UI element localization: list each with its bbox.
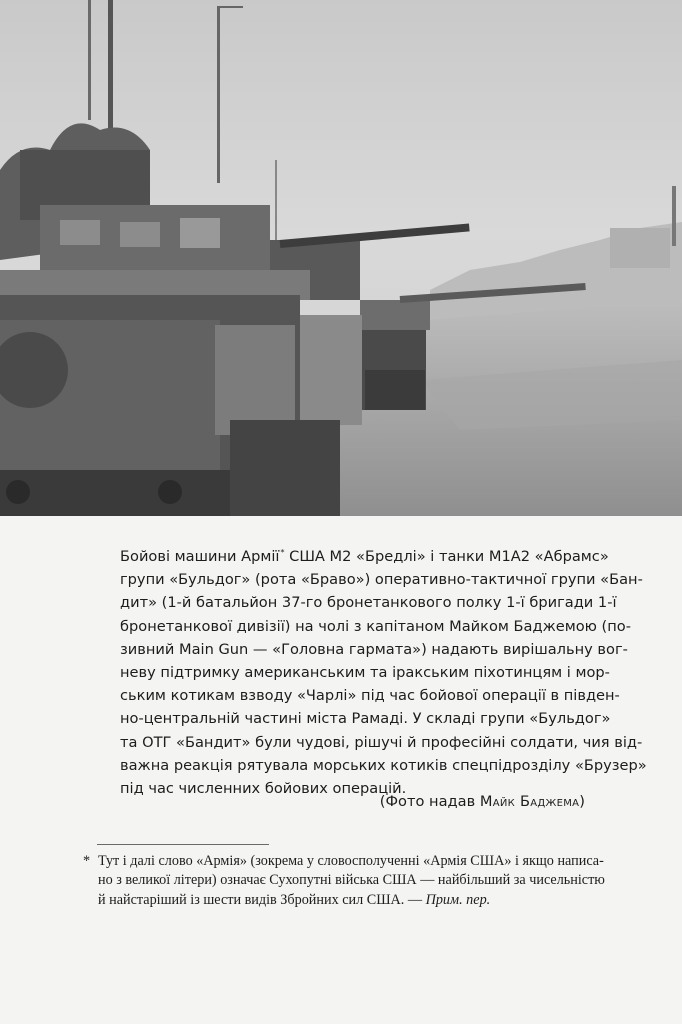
footnote [83,852,605,910]
photo-credit: (Фото надав Майк Баджема) [379,793,585,810]
footnote-divider [97,844,269,845]
caption-line: неву підтримку американським та іракським піхотинцям і мор- [120,664,610,682]
caption-line: важна реакція рятувала морських котиків спецпідрозділу «Брузер» [120,756,647,774]
caption-line: групи «Бульдог» (рота «Браво») оперативно-тактичної групи «Бан- [120,571,643,589]
photographer-name: Майк Баджема [479,793,580,810]
caption-line: зивний Main Gun — «Головна гармата») надають вирішальну вог- [120,640,628,658]
caption-line: під час численних бойових операцій. [120,780,407,798]
translator-note: Прим. пер. [425,891,491,908]
footnote-line: Тут і далі слово «Армія» (зокрема у словосполученні «Армія США» і якщо написа- [98,853,604,869]
footnote-line: й найстаріший із шести видів Збройних сил США. — Прим. пер. [98,891,491,908]
footnote-line: но з великої літери) означає Сухопутні війська США — найбільший за чисельністю [98,872,605,889]
caption-line: но-центральній частині міста Рамаді. У складі групи «Бульдог» [120,710,611,728]
photo-caption [120,541,647,800]
footnote-marker: * [280,548,285,557]
caption-line: дит» (1-й батальйон 37-го бронетанкового полку 1-ї бригади 1-ї [120,594,617,612]
caption-line: та ОТГ «Бандит» були чудові, рішучі й професійні солдати, чия від- [120,733,643,751]
caption-line: бронетанкової дивізії) на чолі з капітаном Майком Баджемою (по- [120,617,631,635]
caption-line: ським котикам взводу «Чарлі» під час бойової операції в півден- [120,687,620,705]
caption-line: Бойові машини Армії* США M2 «Бредлі» і танки M1A2 «Абрамс» [120,548,609,565]
footnote-star: * [83,853,91,869]
